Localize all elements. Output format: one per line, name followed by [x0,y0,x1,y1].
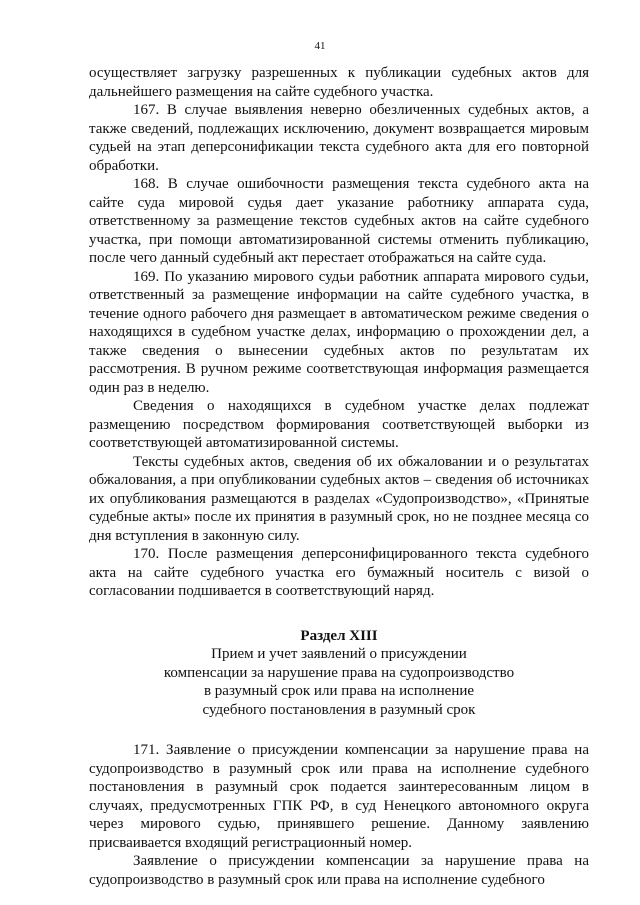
paragraph-169: 169. По указанию мирового судьи работник аппарата мирового судьи, ответственный за размещение информации на сайте судебного участка, в течение одного рабочего дня размещает в автоматическом режиме сведения о находящихся в судебном участке делах, информацию о прохождении дел, а также сведения о вынесении судебных актов по результатам их рассмотрения. В ручном режиме соответствующая информация размещается один раз в неделю. [89,268,589,396]
paragraph-167: 167. В случае выявления неверно обезличенных судебных актов, а также сведений, подлежащих исключению, документ возвращается мировым судьей на этап деперсонификации текста судебного акта для его повторной обработки. [89,102,589,174]
paragraph-170: 170. После размещения деперсонифицированного текста судебного акта на сайте судебного участка его бумажный носитель с визой о согласовании подшивается в соответствующий наряд. [89,546,589,599]
paragraph: Сведения о находящихся в судебном участке делах подлежат размещению посредством формирования соответствующей выборки из соответствующей автоматизированной системы. [89,398,589,451]
paragraph: Тексты судебных актов, сведения об их обжаловании и о результатах обжалования, а при опубликовании судебных актов – сведения об источниках их опубликования размещаются в разделах «Судопроизводство», «Принятые судебные акты» после их принятия в разумный срок, но не позднее месяца со дня вступления в законную силу. [89,453,589,544]
document-body [89,64,589,889]
section-subtitle-line: в разумный срок или права на исполнение [203,683,475,699]
section-subtitle-line: судебного постановления в разумный срок [202,701,476,718]
paragraph-171: 171. Заявление о присуждении компенсации за нарушение права на судопроизводство в разумный срок или права на исполнение судебного постановления в разумный срок подается заинтересованным лицом в случаях, предусмотренных ГПК РФ, в суд Ненецкого автономного округа через мирового судью, принявшего решение. Данному заявлению присваивается входящий регистрационный номер. [89,742,589,851]
section-title: Раздел XIII [300,627,378,644]
page-number: 41 [314,40,326,52]
paragraph: осуществляет загрузку разрешенных к публикации судебных актов для дальнейшего размещения на сайте судебного участка. [89,65,589,100]
paragraph-168: 168. В случае ошибочности размещения текста судебного акта на сайте суда мировой судья дает указание работнику аппарата суда, ответственному за размещение текстов судебных актов на сайте судебного участка, при помощи автоматизированной системы отменить публикацию, после чего данный судебный акт перестает отображаться на сайте суда. [89,176,589,266]
paragraph: Заявление о присуждении компенсации за нарушение права на судопроизводство в разумный срок или права на исполнение судебного [89,853,589,888]
section-subtitle-line: компенсации за нарушение права на судопроизводство [163,664,515,681]
section-subtitle-line: Прием и учет заявлений о присуждении [211,646,467,662]
